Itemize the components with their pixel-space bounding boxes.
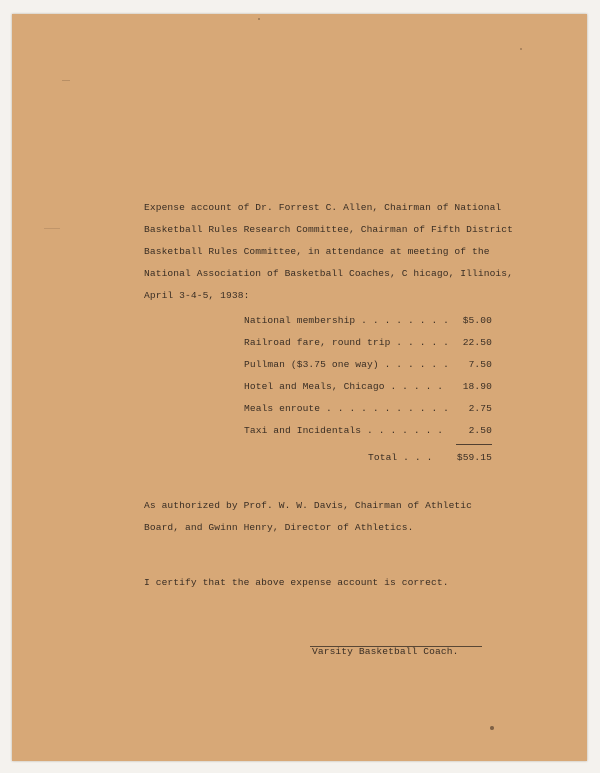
expense-item-row — [244, 337, 492, 348]
expense-item-row — [244, 381, 492, 392]
expense-item-amount: 22.50 — [462, 337, 492, 348]
total-row — [368, 452, 492, 463]
expense-item-amount: 7.50 — [468, 359, 492, 370]
authorization-line-2: Board, and Gwinn Henry, Director of Athletics. — [144, 522, 414, 533]
document-page — [12, 14, 587, 761]
paper-speck — [258, 18, 260, 20]
leader-dots: . . . . . — [390, 381, 444, 392]
expense-item-label: Meals enroute — [244, 403, 321, 414]
leader-dots: . . . . . . . . — [361, 315, 450, 326]
sum-underline — [456, 444, 492, 445]
paragraph-line-2: Basketball Rules Research Committee, Chairman of Fifth District — [144, 224, 514, 235]
paragraph-line-1: Expense account of Dr. Forrest C. Allen, Chairman of National — [144, 202, 502, 213]
expense-item-row — [244, 359, 492, 370]
expense-item-amount: 18.90 — [462, 381, 492, 392]
leader-dots: . . . — [403, 452, 433, 463]
total-amount: $59.15 — [456, 452, 492, 463]
expense-item-label: National membership — [244, 315, 356, 326]
certification-text: I certify that the above expense account is correct. — [144, 577, 449, 588]
expense-item-row — [244, 425, 492, 436]
authorization-line-1: As authorized by Prof. W. W. Davis, Chairman of Athletic — [144, 500, 473, 511]
expense-item-amount: 2.50 — [468, 425, 492, 436]
expense-item-label: Pullman ($3.75 one way) — [244, 359, 379, 370]
leader-dots: . . . . . . . — [367, 425, 444, 436]
paragraph-line-4: National Association of Basketball Coaches, C hicago, Illinois, — [144, 268, 514, 279]
total-label: Total — [368, 452, 398, 463]
expense-item-row — [244, 403, 492, 414]
paper-speck — [62, 80, 70, 81]
signature-title: Varsity Basketball Coach. — [312, 646, 459, 657]
paper-speck — [490, 726, 494, 730]
paper-speck — [44, 228, 60, 229]
expense-item-label: Hotel and Meals, Chicago — [244, 381, 385, 392]
expense-item-label: Railroad fare, round trip — [244, 337, 391, 348]
leader-dots: . . . . . . . . . . . — [326, 403, 450, 414]
paper-speck — [520, 48, 522, 50]
expense-item-row — [244, 315, 492, 326]
expense-item-amount: 2.75 — [468, 403, 492, 414]
expense-item-label: Taxi and Incidentals — [244, 425, 362, 436]
paragraph-line-3: Basketball Rules Committee, in attendance at meeting of the — [144, 246, 490, 257]
paragraph-line-5: April 3-4-5, 1938: — [144, 290, 250, 301]
leader-dots: . . . . . . — [384, 359, 450, 370]
expense-item-amount: $5.00 — [462, 315, 492, 326]
leader-dots: . . . . . — [396, 337, 450, 348]
